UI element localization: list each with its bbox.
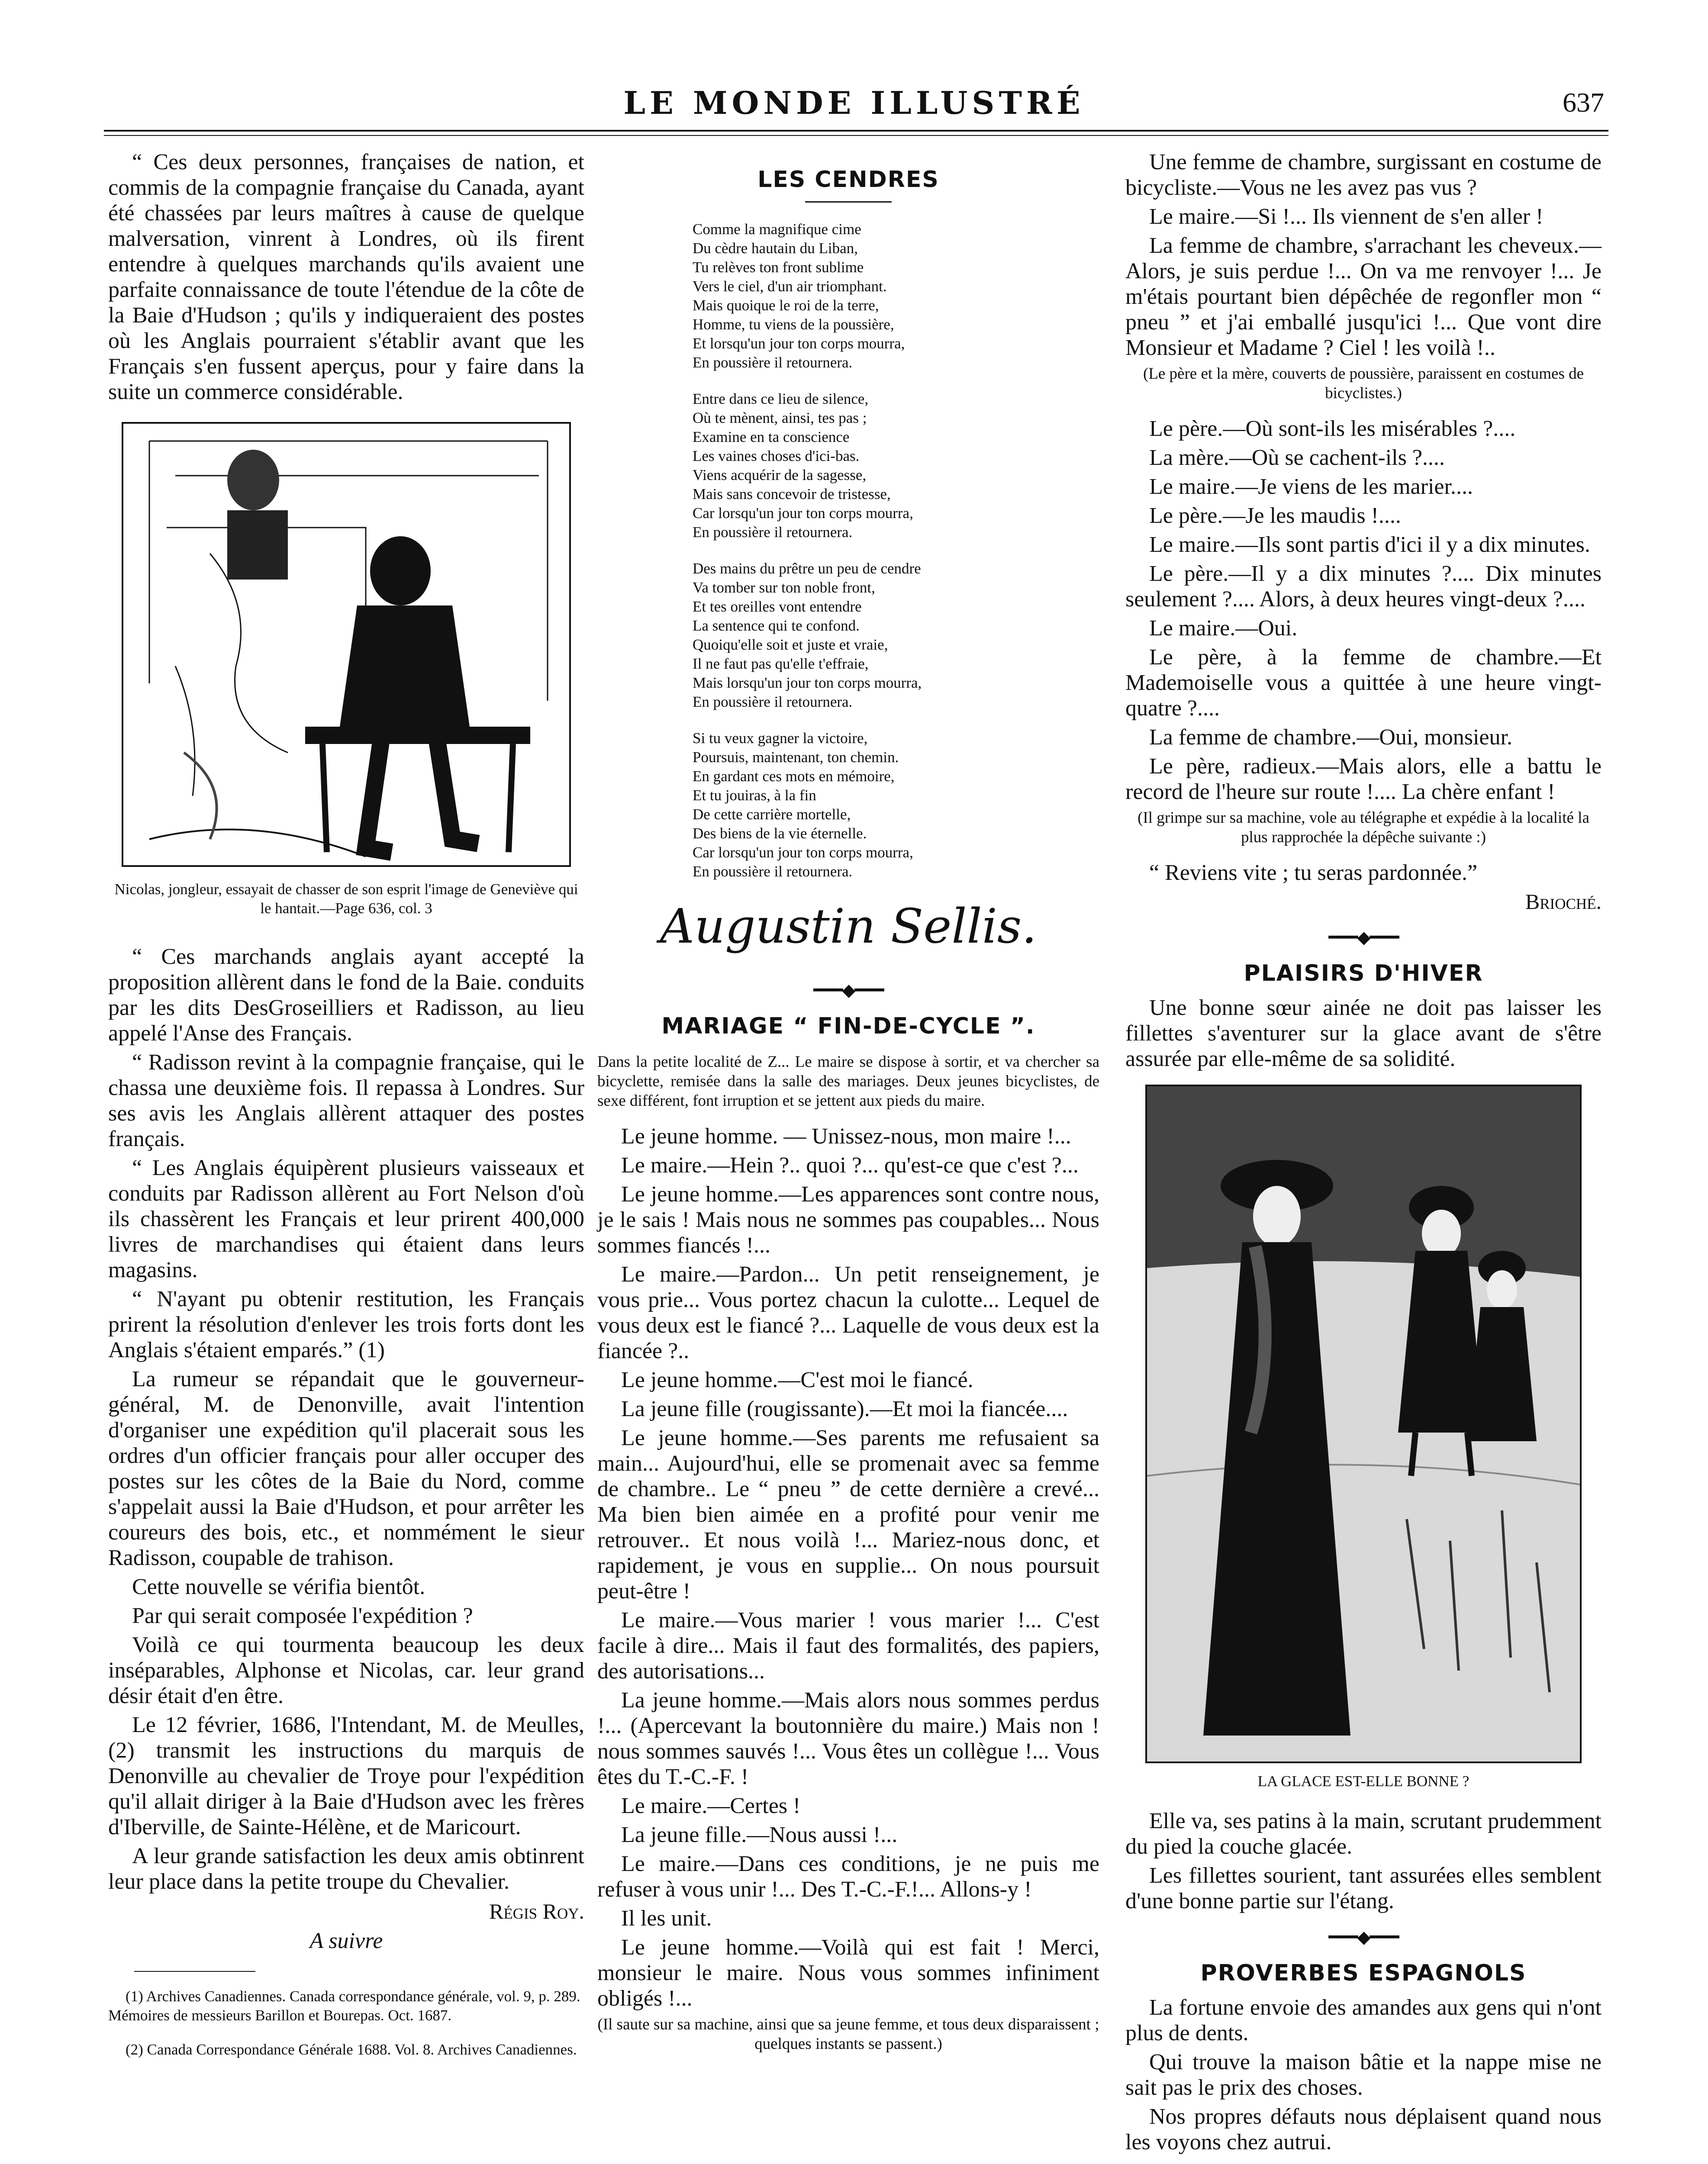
illustration-skater-drawing xyxy=(1147,1086,1580,1761)
poem-line: En poussière il retournera. xyxy=(693,354,853,371)
poem-line: Poursuis, maintenant, ton chemin. xyxy=(693,749,899,766)
section-ornament: ━━━◆━━━ xyxy=(813,980,883,1000)
poem-line: Des biens de la vie éternelle. xyxy=(693,825,867,842)
poem-line: Si tu veux gagner la victoire, xyxy=(693,730,868,747)
proverb: Nos propres défauts nous déplaisent quand nous les voyons chez autrui. xyxy=(1125,2104,1602,2154)
footnote-2: (2) Canada Correspondance Générale 1688. Vol. 8. Archives Canadiennes. xyxy=(126,2041,577,2058)
section-ornament: ━━━◆━━━ xyxy=(1328,1927,1399,1947)
poem-stanza xyxy=(693,390,1099,542)
illustration-skater xyxy=(1145,1085,1582,1763)
poem-line: Viens acquérir de la sagesse, xyxy=(693,467,867,483)
paragraph: A leur grande satisfaction les deux amis obtinrent leur place dans la petite troupe du Chevalier. xyxy=(108,1844,584,1894)
poem-stanza xyxy=(693,559,1099,712)
poem-line: Mais quoique le roi de la terre, xyxy=(693,297,879,314)
paragraph: La rumeur se répandait que le gouverneur-général, M. de Denonville, avait l'intention d'organiser une expédition qu'il placerait sous les ordres d'un officier français pour aller occuper des postes sur les côtes de la Baie du Nord, comme s'appelait aussi la Baie d'Hudson, et pour arrêter les coureurs des bois, etc., et nommément le sieur Radisson, coupable de trahison. xyxy=(108,1367,584,1570)
stage-direction: (Le père et la mère, couverts de poussière, paraissent en costumes de bicyclistes.) xyxy=(1143,365,1584,402)
dialogue-line: Le maire.—Hein ?.. quoi ?... qu'est-ce que c'est ?... xyxy=(621,1153,1079,1178)
poem-line: Tu relèves ton front sublime xyxy=(693,259,864,276)
illustration-caption: LA GLACE EST-ELLE BONNE ? xyxy=(1257,1773,1470,1790)
dialogue-line: Le père, à la femme de chambre.—Et Mademoiselle vous a quittée à une heure vingt-quatre ?.... xyxy=(1125,645,1602,721)
paragraph: Elle va, ses patins à la main, scrutant prudemment du pied la couche glacée. xyxy=(1125,1809,1602,1859)
paragraph: “ Ces marchands anglais ayant accepté la proposition allèrent dans le fond de la Baie. conduits par les dits DesGroseilliers et Radisson, au lieu appelé l'Anse des Français. xyxy=(108,944,584,1046)
dialogue-line: Le maire.—Je viens de les marier.... xyxy=(1149,474,1473,499)
poem-line: Mais sans concevoir de tristesse, xyxy=(693,486,891,502)
poem-line: Entre dans ce lieu de silence, xyxy=(693,390,869,407)
paragraph: Le 12 février, 1686, l'Intendant, M. de Meulles, (2) transmit les instructions du marquis de Denonville au chevalier de Troye pour l'expédition qu'il allait diriger à la Baie d'Hudson avec les frères d'Iberville, de Sainte-Hélène, et de Maricourt. xyxy=(108,1713,584,1839)
dialogue-line: La mère.—Où se cachent-ils ?.... xyxy=(1149,445,1445,470)
author-signature: Régis Roy. xyxy=(489,1899,584,1923)
poem-line: Les vaines choses d'ici-bas. xyxy=(693,448,860,464)
paragraph: Voilà ce qui tourmenta beaucoup les deux inséparables, Alphonse et Nicolas, car. leur grand désir était d'en être. xyxy=(108,1633,584,1708)
poem xyxy=(693,220,1099,881)
dialogue-line: Une femme de chambre, surgissant en costume de bicycliste.—Vous ne les avez pas vus ? xyxy=(1125,150,1602,200)
dialogue-line: La jeune fille.—Nous aussi !... xyxy=(621,1823,898,1847)
poem-line: Car lorsqu'un jour ton corps mourra, xyxy=(693,505,913,522)
dialogue-line: Le jeune homme.—Ses parents me refusaient sa main... Aujourd'hui, elle se promenait avec sa femme de chambre.. Le “ pneu ” de cette dernière a crevé... Ma bien bien aimée en a profité pour venir me retrouver.. Et nous voilà !... Mariez-nous donc, et rapidement, je vous en supplie... On nous poursuit peut-être ! xyxy=(597,1426,1099,1604)
a-suivre-label: A suivre xyxy=(309,1929,383,1953)
stage-direction: (Il saute sur sa machine, ainsi que sa jeune femme, et tous deux disparaissent ; quelques instants se passent.) xyxy=(597,2016,1099,2053)
poem-line: Va tomber sur ton noble front, xyxy=(693,579,875,596)
page-number: 637 xyxy=(1563,87,1604,118)
section-title-plaisirs: PLAISIRS D'HIVER xyxy=(1244,960,1483,986)
story-title: MARIAGE “ FIN-DE-CYCLE ”. xyxy=(661,1013,1035,1039)
masthead-rule-thin xyxy=(104,135,1608,136)
illustration-nicolas-drawing xyxy=(123,424,569,865)
story-intro: Dans la petite localité de Z... Le maire se dispose à sortir, et va chercher sa bicyclette, remisée dans la salle des mariages. Deux jeunes bicyclistes, de sexe différent, font irruption et se jettent aux pieds du maire. xyxy=(597,1053,1099,1110)
paragraph: Par qui serait composée l'expédition ? xyxy=(132,1604,473,1628)
poem-line: Et tu jouiras, à la fin xyxy=(693,787,816,804)
section-title-proverbes: PROVERBES ESPAGNOLS xyxy=(1200,1960,1527,1986)
paragraph: “ Les Anglais équipèrent plusieurs vaisseaux et conduits par Radisson allèrent au Fort Nelson d'où ils chassèrent les Français et leur prirent 400,000 livres de marchandises qui étaient dans leurs magasins. xyxy=(108,1156,584,1282)
dialogue-line: Le maire.—Oui. xyxy=(1149,616,1298,641)
footnote-rule xyxy=(134,1971,255,1972)
author-signature: Brioché. xyxy=(1525,889,1602,914)
dialogue-line: Le jeune homme.—Les apparences sont contre nous, je le sais ! Mais nous ne sommes pas coupables... Nous sommes fiancés !... xyxy=(597,1182,1099,1258)
column-3 xyxy=(1125,149,1602,2158)
masthead-rule xyxy=(104,130,1608,132)
dialogue-line: Le maire.—Vous marier ! vous marier !... C'est facile à dire... Mais il faut des formalités, des papiers, des autorisations... xyxy=(597,1608,1099,1684)
poem-line: La sentence qui te confond. xyxy=(693,617,860,634)
dialogue-line: Le maire.—Certes ! xyxy=(621,1794,801,1818)
poem-line: Examine en ta conscience xyxy=(693,428,850,445)
dialogue-line: Le maire.—Pardon... Un petit renseignement, je vous prie... Vous portez chacun la culotte... Lequel de vous deux est le fiancé ?... Laquelle de vous deux est la fiancée ?.. xyxy=(597,1262,1099,1363)
poem-line: En poussière il retournera. xyxy=(693,524,853,541)
poem-line: De cette carrière mortelle, xyxy=(693,806,851,823)
dialogue-line: La jeune homme.—Mais alors nous sommes perdus !... (Apercevant la boutonnière du maire.) Mais non ! nous sommes sauvés !... Vous êtes un collègue !... Vous êtes du T.-C.-F. ! xyxy=(597,1688,1099,1789)
dialogue-line: La femme de chambre.—Oui, monsieur. xyxy=(1149,725,1512,750)
poem-line: Homme, tu viens de la poussière, xyxy=(693,316,894,333)
poem-line: Il ne faut pas qu'elle t'effraie, xyxy=(693,655,869,672)
poem-line: Et tes oreilles vont entendre xyxy=(693,598,862,615)
stage-direction: (Il grimpe sur sa machine, vole au télégraphe et expédie à la localité la plus rapprochée la dépêche suivante :) xyxy=(1138,809,1589,846)
poem-line: En gardant ces mots en mémoire, xyxy=(693,768,895,785)
section-ornament: ━━━◆━━━ xyxy=(1328,927,1399,947)
paragraph: “ Radisson revint à la compagnie française, qui le chassa une deuxième fois. Il repassa à Londres. Sur ses avis les Anglais allèrent attaquer des postes français. xyxy=(108,1050,584,1151)
dialogue-line: Le maire.—Si !... Ils viennent de s'en aller ! xyxy=(1149,204,1544,229)
poem-stanza xyxy=(693,220,1099,372)
poem-signature: Augustin Sellis. xyxy=(660,898,1037,954)
illustration-nicolas xyxy=(122,422,571,867)
dialogue-line: Le père.—Il y a dix minutes ?.... Dix minutes seulement ?.... Alors, à deux heures vingt-deux ?.... xyxy=(1125,561,1602,612)
poem-title: LES CENDRES xyxy=(757,167,939,193)
title-rule xyxy=(805,201,892,203)
paragraph: Les fillettes sourient, tant assurées elles semblent d'une bonne partie sur l'étang. xyxy=(1125,1863,1602,1913)
poem-line: Du cèdre hautain du Liban, xyxy=(693,240,858,257)
poem-line: En poussière il retournera. xyxy=(693,693,853,710)
paragraph: “ Ces deux personnes, françaises de nation, et commis de la compagnie française du Canada, ayant été chassées par leurs maîtres à cause de quelque malversation, vinrent à Londres, où ils firent entendre à quelques marchands qu'ils avaient une parfaite connaissance de toute l'étendue de la côte de la Baie d'Hudson ; qu'ils y indiqueraient des postes où les Anglais pourraient s'établir avant que les Français s'en fussent aperçus, pour y faire dans la suite un commerce considérable. xyxy=(108,150,584,404)
dialogue-line: Le maire.—Dans ces conditions, je ne puis me refuser à vous unir !... Des T.-C.-F.!... Allons-y ! xyxy=(597,1852,1099,1902)
poem-line: Mais lorsqu'un jour ton corps mourra, xyxy=(693,674,922,691)
masthead xyxy=(0,0,1708,138)
poem-line: Comme la magnifique cime xyxy=(693,221,861,238)
poem-line: Où te mènent, ainsi, tes pas ; xyxy=(693,409,867,426)
dialogue-line: Il les unit. xyxy=(621,1906,712,1931)
dialogue-line: Le père, radieux.—Mais alors, elle a battu le record de l'heure sur route !.... La chère enfant ! xyxy=(1125,754,1602,804)
column-2 xyxy=(597,149,1099,2067)
dialogue-line: Le jeune homme.—C'est moi le fiancé. xyxy=(621,1368,973,1392)
poem-stanza xyxy=(693,729,1099,881)
poem-line: Et lorsqu'un jour ton corps mourra, xyxy=(693,335,905,352)
poem-line: Vers le ciel, d'un air triomphant. xyxy=(693,278,887,295)
dialogue-line: Le père.—Où sont-ils les misérables ?.... xyxy=(1149,416,1516,441)
dialogue-line: La femme de chambre, s'arrachant les cheveux.—Alors, je suis perdue !... On va me renvoyer !... Je m'étais pourtant bien dépêchée de regonfler mon “ pneu ” et j'ai emballé jusqu'ici !... Que vont dire Monsieur et Madame ? Ciel ! les voilà !.. xyxy=(1125,233,1602,360)
dialogue-line: Le père.—Je les maudis !.... xyxy=(1149,503,1401,528)
poem-line: Car lorsqu'un jour ton corps mourra, xyxy=(693,844,913,861)
footnote-1: (1) Archives Canadiennes. Canada correspondance générale, vol. 9, p. 289. Mémoires de messieurs Barillon et Bourepas. Oct. 1687. xyxy=(108,1988,580,2024)
paragraph: Cette nouvelle se vérifia bientôt. xyxy=(132,1575,425,1599)
paragraph: “ N'ayant pu obtenir restitution, les Français prirent la résolution d'enlever les trois forts dont les Anglais s'étaient emparés.” (1) xyxy=(108,1287,584,1362)
poem-line: En poussière il retournera. xyxy=(693,863,853,880)
dialogue-line: Le jeune homme. — Unissez-nous, mon maire !... xyxy=(621,1124,1071,1149)
column-1 xyxy=(108,149,584,2068)
proverb: La fortune envoie des amandes aux gens qui n'ont plus de dents. xyxy=(1125,1995,1602,2045)
illustration-caption: Nicolas, jongleur, essayait de chasser de son esprit l'image de Geneviève qui le hantait.—Page 636, col. 3 xyxy=(114,881,578,917)
dialogue-line: Le jeune homme.—Voilà qui est fait ! Merci, monsieur le maire. Nous vous sommes infiniment obligés !... xyxy=(597,1935,1099,2011)
dialogue-line: La jeune fille (rougissante).—Et moi la fiancée.... xyxy=(621,1397,1068,1421)
proverb: Qui trouve la maison bâtie et la nappe mise ne sait pas le prix des choses. xyxy=(1125,2050,1602,2100)
telegram-text: “ Reviens vite ; tu seras pardonnée.” xyxy=(1149,860,1478,885)
paragraph: Une bonne sœur ainée ne doit pas laisser les fillettes s'aventurer sur la glace avant de s'être assurée par elle-même de sa solidité. xyxy=(1125,995,1602,1071)
newspaper-title: LE MONDE ILLUSTRÉ xyxy=(623,84,1085,121)
poem-line: Quoiqu'elle soit et juste et vraie, xyxy=(693,636,888,653)
dialogue-line: Le maire.—Ils sont partis d'ici il y a dix minutes. xyxy=(1149,532,1590,557)
poem-line: Des mains du prêtre un peu de cendre xyxy=(693,560,921,577)
